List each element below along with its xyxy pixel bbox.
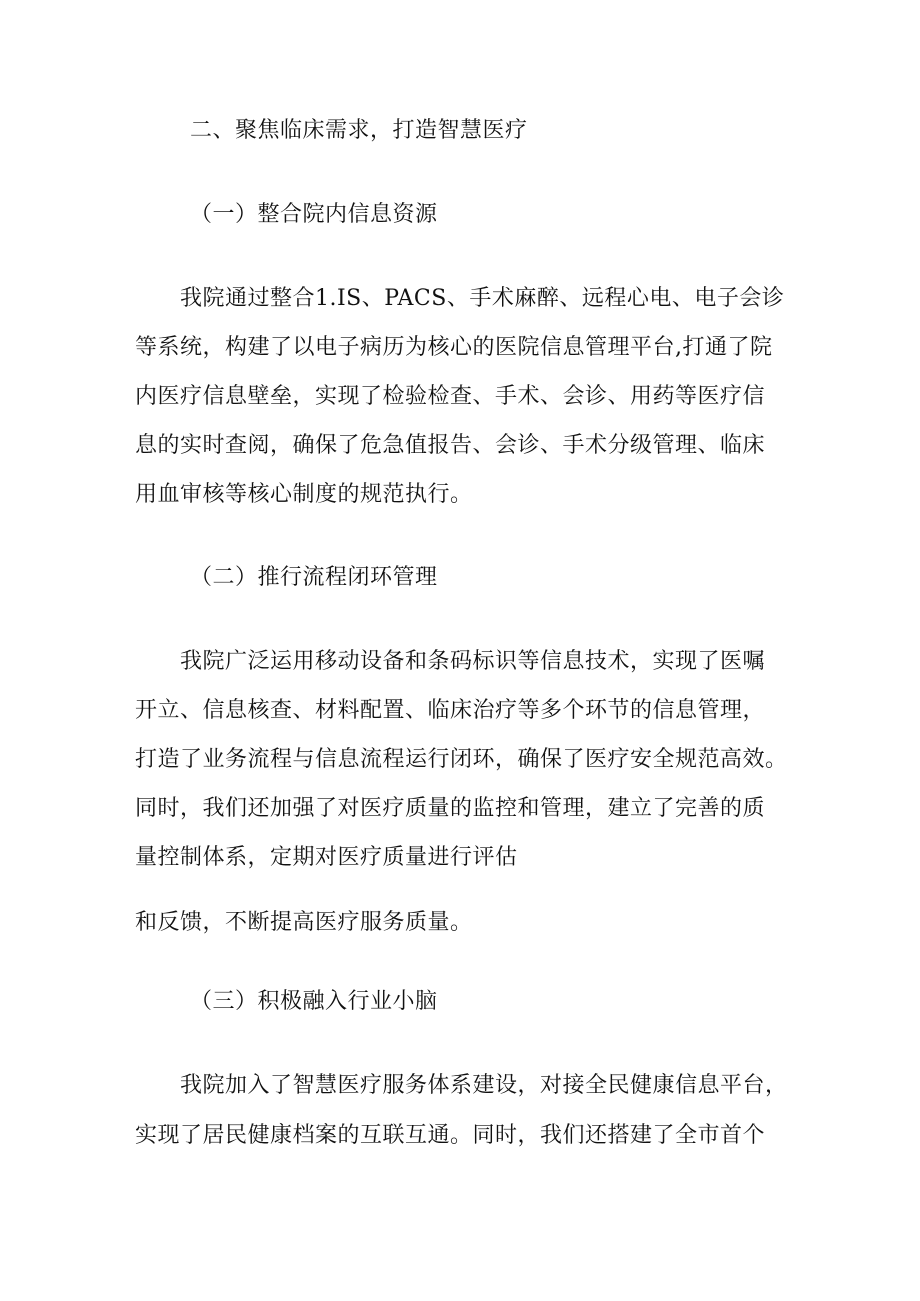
section-3-line: 我院加入了智慧医疗服务体系建设，对接全民健康信息平台，	[180, 1073, 788, 1098]
section-2-title: （二）推行流程闭环管理	[190, 565, 438, 590]
section-2-line: 我院广泛运用移动设备和条码标识等信息技术，实现了医嘱	[180, 649, 766, 674]
section-2-line: 量控制体系，定期对医疗质量进行评估	[135, 845, 518, 870]
section-2-line: 开立、信息核查、材料配置、临床治疗等多个环节的信息管理，	[135, 698, 766, 723]
section-1-line: 内医疗信息壁垒，实现了检验检查、手术、会诊、用药等医疗信	[135, 384, 766, 409]
section-2-line: 和反馈，不断提高医疗服务质量。	[135, 910, 473, 935]
main-heading: 二、聚焦临床需求，打造智慧医疗	[190, 118, 528, 143]
section-1-line: 用血审核等核心制度的规范执行。	[135, 482, 473, 507]
section-1-line: 我院通过整合1.IS、PACS、手术麻醉、远程心电、电子会诊	[180, 286, 785, 311]
section-2-line: 同时，我们还加强了对医疗质量的监控和管理，建立了完善的质	[135, 796, 766, 821]
section-1-title: （一）整合院内信息资源	[190, 202, 438, 227]
section-2-line: 打造了业务流程与信息流程运行闭环，确保了医疗安全规范高效。	[135, 747, 788, 772]
section-3-line: 实现了居民健康档案的互联互通。同时，我们还搭建了全市首个	[135, 1123, 766, 1148]
section-1-line: 息的实时查阅，确保了危急值报告、会诊、手术分级管理、临床	[135, 433, 766, 458]
section-3-title: （三）积极融入行业小脑	[190, 989, 438, 1014]
section-1-line: 等系统，构建了以电子病历为核心的医院信息管理平台,打通了院	[135, 335, 773, 360]
